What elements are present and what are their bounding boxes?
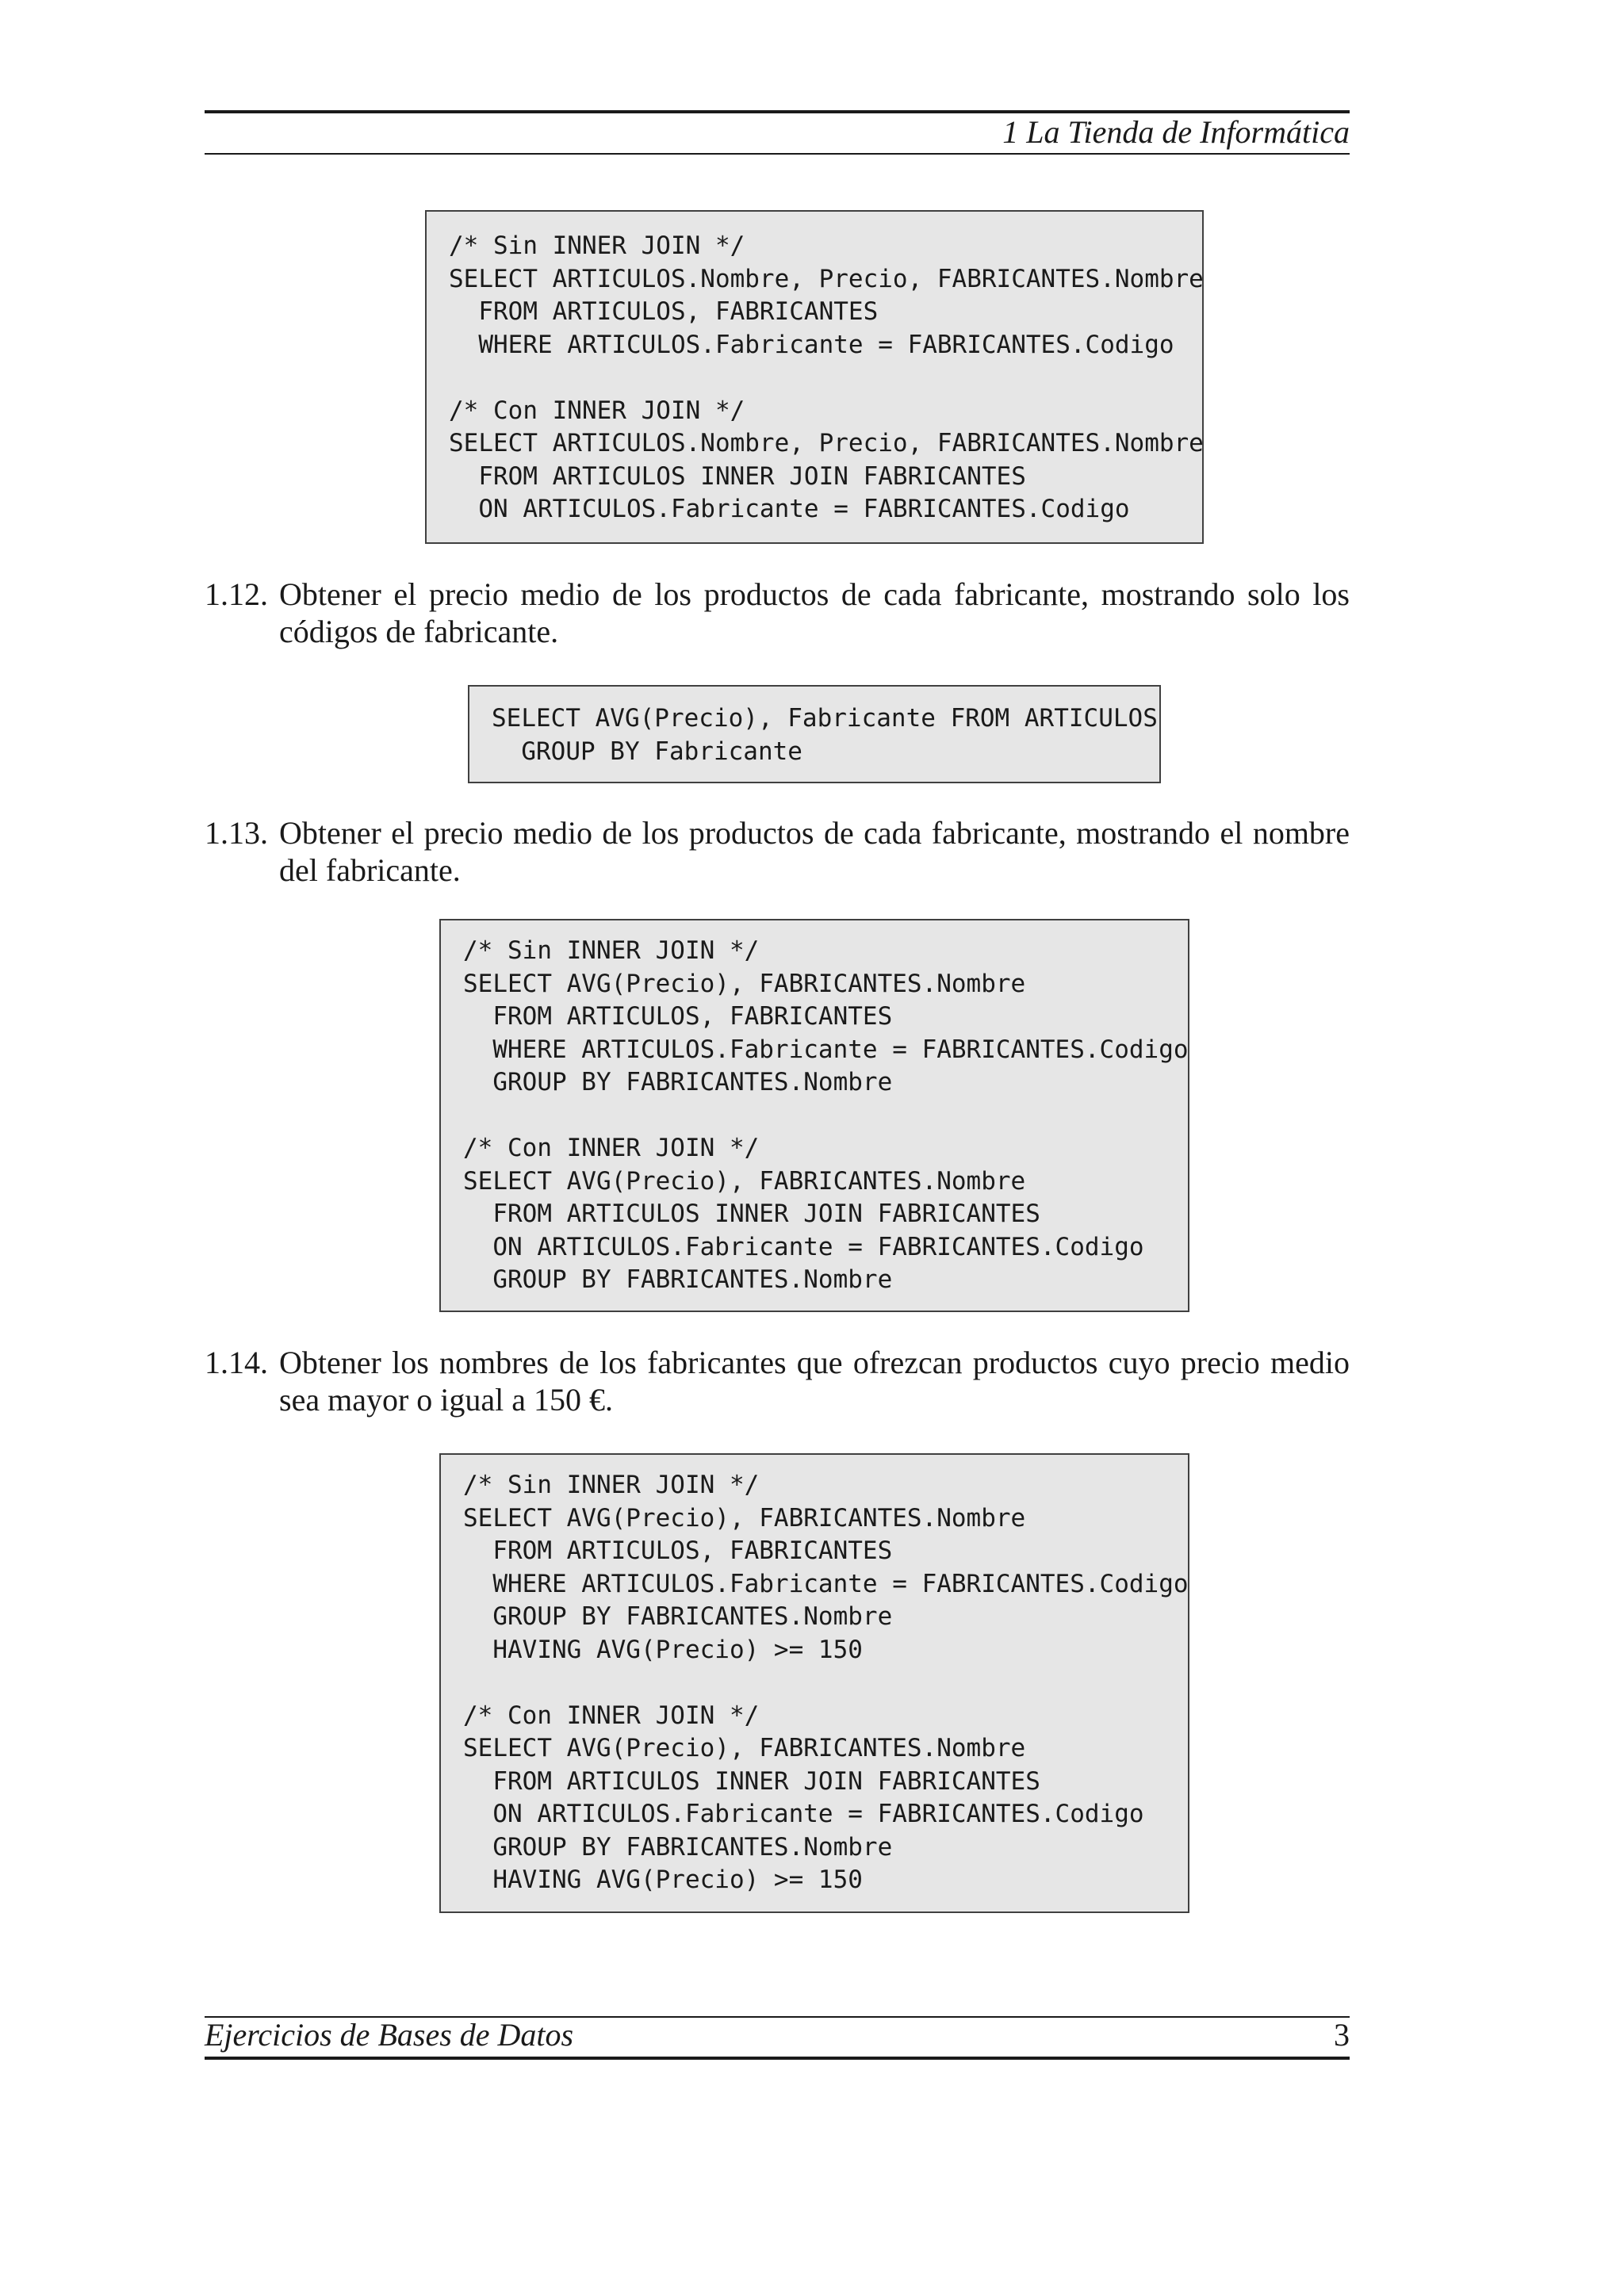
exercise-number: 1.14.	[205, 1345, 268, 1380]
footer-bottom-rule	[205, 2057, 1350, 2060]
sql-code: /* Sin INNER JOIN */ SELECT AVG(Precio), FABRICANTES.Nombre FROM ARTICULOS, FABRICANTES WHERE ARTICULOS.Fabricante = FABRICANTES.Codigo GROUP BY FABRICANTES.Nombre HAVING AVG(Precio) >= 150 /* Con INNER JOIN */ SELECT AVG(Precio), FABRICANTES.Nombre FROM ARTICULOS INNER JOIN FABRICANTES ON ARTICULOS.Fabricante = FABRICANTES.Codigo GROUP BY FABRICANTES.Nombre HAVING AVG(Precio) >= 150	[463, 1471, 1189, 1894]
sql-code: /* Sin INNER JOIN */ SELECT ARTICULOS.Nombre, Precio, FABRICANTES.Nombre FROM ARTICULOS, FABRICANTES WHERE ARTICULOS.Fabricante = FABRICANTES.Codigo /* Con INNER JOIN */ SELECT ARTICULOS.Nombre, Precio, FABRICANTES.Nombre FROM ARTICULOS INNER JOIN FABRICANTES ON ARTICULOS.Fabricante = FABRICANTES.Codigo	[449, 232, 1204, 523]
exercise-1-12	[205, 576, 1350, 650]
code-block-1-11	[425, 210, 1204, 544]
footer-document-title: Ejercicios de Bases de Datos	[205, 2017, 574, 2053]
code-block-1-14	[439, 1453, 1189, 1913]
sql-code: /* Sin INNER JOIN */ SELECT AVG(Precio), FABRICANTES.Nombre FROM ARTICULOS, FABRICANTES WHERE ARTICULOS.Fabricante = FABRICANTES.Codigo GROUP BY FABRICANTES.Nombre /* Con INNER JOIN */ SELECT AVG(Precio), FABRICANTES.Nombre FROM ARTICULOS INNER JOIN FABRICANTES ON ARTICULOS.Fabricante = FABRICANTES.Codigo GROUP BY FABRICANTES.Nombre	[463, 936, 1189, 1294]
sql-code: SELECT AVG(Precio), Fabricante FROM ARTICULOS GROUP BY Fabricante	[492, 704, 1158, 766]
footer-page-number: 3	[1334, 2017, 1350, 2053]
exercise-1-14	[205, 1344, 1350, 1418]
exercise-1-13	[205, 814, 1350, 889]
running-header-title: 1 La Tienda de Informática	[1002, 114, 1350, 150]
exercise-statement: Obtener los nombres de los fabricantes que ofrezcan productos cuyo precio medio sea mayor o igual a 150 €.	[279, 1345, 1350, 1418]
exercise-number: 1.12.	[205, 576, 268, 612]
code-block-1-12	[468, 685, 1161, 783]
header-bottom-rule	[205, 153, 1350, 155]
code-block-1-13	[439, 919, 1189, 1312]
exercise-number: 1.13.	[205, 815, 268, 851]
exercise-statement: Obtener el precio medio de los productos de cada fabricante, mostrando solo los códigos de fabricante.	[279, 576, 1350, 649]
exercise-statement: Obtener el precio medio de los productos de cada fabricante, mostrando el nombre del fabricante.	[279, 815, 1350, 888]
